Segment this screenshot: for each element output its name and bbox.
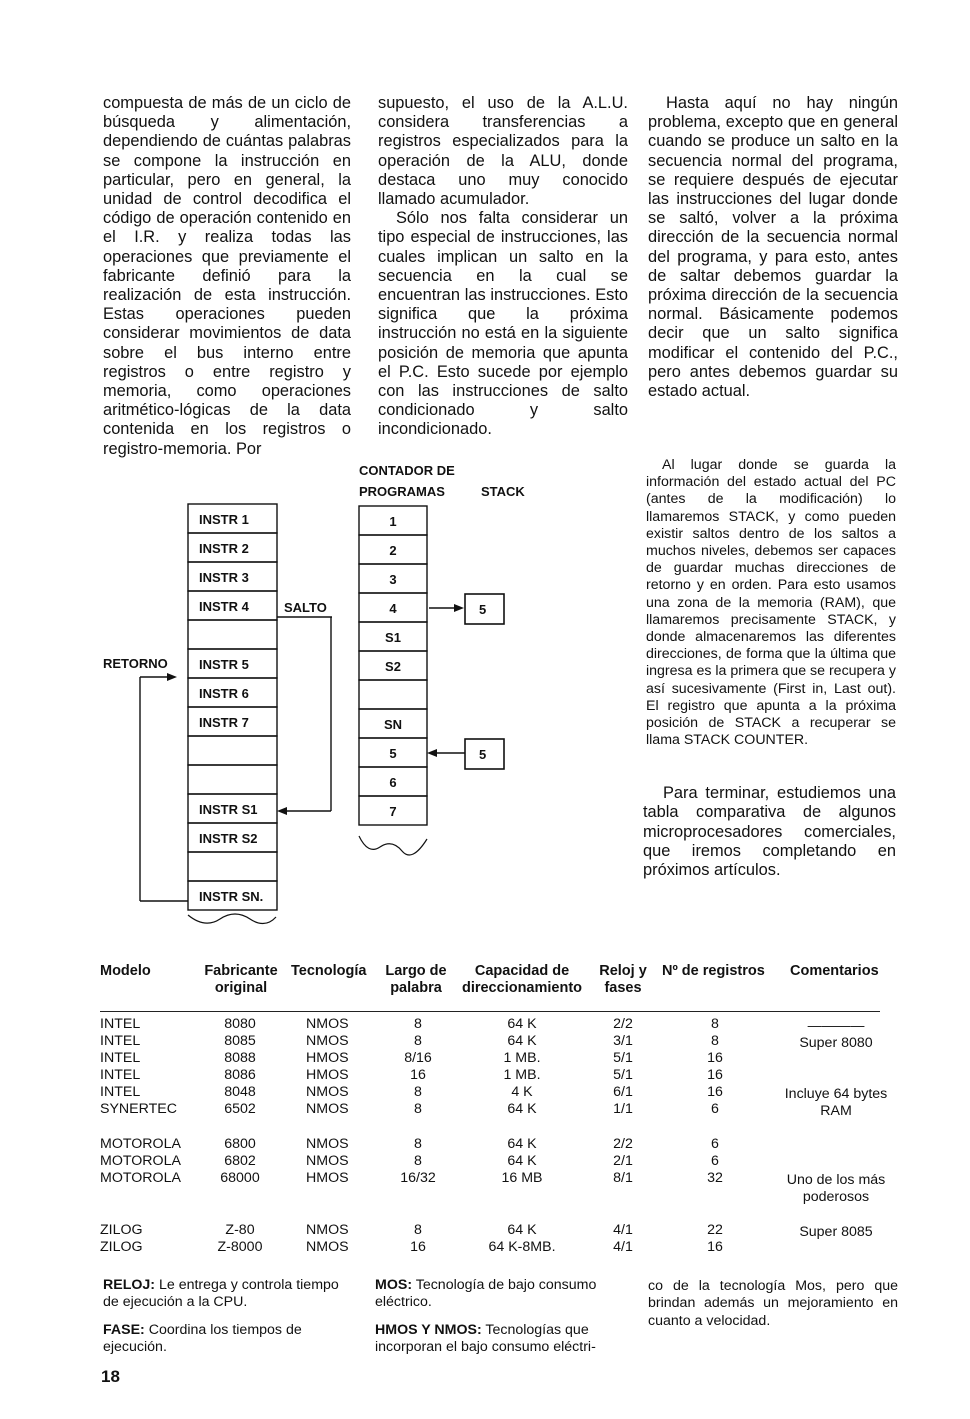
table-cell: 6 — [711, 1101, 719, 1117]
table-cell: 16 MB — [501, 1170, 543, 1186]
memory-cell-label: INSTR 6 — [199, 686, 249, 701]
pop-arrow-head — [427, 749, 437, 757]
table-cell: NMOS — [306, 1033, 349, 1049]
pc-label-line-1: CONTADOR DE — [359, 463, 455, 478]
footnote-fase-term: FASE: — [103, 1321, 145, 1338]
table-cell: 3/1 — [613, 1033, 633, 1049]
table-cell: 8088 — [224, 1050, 256, 1066]
closing-paragraph — [643, 784, 896, 880]
footnote-mos-text: Tecnología de bajo consumo eléctrico. — [375, 1277, 597, 1311]
table-cell: Z-80 — [225, 1222, 255, 1238]
table-cell: Incluye 64 bytes RAM — [784, 1086, 888, 1119]
memory-cell-label: INSTR 5 — [199, 657, 249, 672]
table-cell: 1 MB. — [503, 1050, 541, 1066]
memory-wavy-end — [188, 914, 276, 924]
memory-cell-label: INSTR S2 — [199, 831, 258, 846]
table-cell: 2/2 — [613, 1016, 633, 1032]
header-largo-line-1: Largo de — [385, 963, 447, 979]
table-cell: 8085 — [224, 1033, 256, 1049]
stack-diagram — [100, 455, 540, 940]
footnote-continuation: co de la tecnología Mos, pero que brindan además un mejoramiento en cuanto a velocidad. — [648, 1278, 898, 1329]
pc-cell-label: SN — [383, 717, 403, 732]
column-1-text: compuesta de más de un ciclo de búsqueda y alimentación, dependiendo de cuántas palabras se compone la instrucción en particular, pero en general, la unidad de control decodifica el código de operación contenido en el I.R. y realiza todas las operaciones que previamente el fabricante definió para la realización de esta instrucción. Estas operaciones pueden considerar movimientos de data sobre el bus interno entre registros o entre registro y memoria, como operaciones aritmético-lógicas de la data contenida en los registros o registro-memoria. Por — [103, 94, 351, 458]
pc-cell-label: 3 — [389, 572, 397, 587]
table-cell: 8 — [414, 1016, 422, 1032]
table-cell: 8 — [711, 1033, 719, 1049]
header-fabricante-line-2: original — [214, 980, 268, 996]
header-tecnologia: Tecnología — [291, 963, 367, 979]
stack-cell-2-value: 5 — [479, 747, 487, 762]
table-cell: 68000 — [220, 1170, 260, 1186]
table-cell: ———— — [807, 1018, 865, 1034]
memory-cell-label: INSTR 3 — [199, 570, 249, 585]
memory-cell-label: INSTR 4 — [199, 599, 249, 614]
body-column-2 — [378, 94, 628, 440]
retorno-label: RETORNO — [103, 656, 168, 671]
pc-cell-label: 5 — [389, 746, 397, 761]
table-cell: 8 — [414, 1084, 422, 1100]
pc-cell-label: 1 — [389, 514, 397, 529]
table-cell: 16 — [707, 1050, 723, 1066]
table-cell: 8080 — [224, 1016, 256, 1032]
header-registros: Nº de registros — [662, 963, 765, 979]
table-cell: ZILOG — [100, 1222, 143, 1238]
memory-cell — [188, 852, 277, 881]
table-cell: 2/1 — [613, 1153, 633, 1169]
retorno-arrow-head — [167, 673, 177, 681]
memory-cell-label: INSTR SN. — [199, 889, 264, 904]
table-cell: MOTOROLA — [100, 1170, 181, 1186]
table-cell: 4/1 — [613, 1239, 633, 1255]
column-2-paragraph-1: supuesto, el uso de la A.L.U. considera transferencias a registros especializados para la operación de la ALU, donde destaca uno muy conocido llamado acumulador. — [378, 94, 628, 209]
table-cell: HMOS — [306, 1170, 349, 1186]
footnote-fase-text: Coordina los tiempos de ejecución. — [103, 1321, 302, 1356]
table-cell: 6/1 — [613, 1084, 633, 1100]
table-cell: 16/32 — [400, 1170, 436, 1186]
table-cell: 8 — [711, 1016, 719, 1032]
pc-wavy-end — [359, 836, 427, 855]
footnote-hmos-text: Tecnologías que incorporan el bajo consumo eléctri- — [375, 1321, 596, 1356]
table-cell: 64 K — [507, 1153, 537, 1169]
table-cell: NMOS — [306, 1222, 349, 1238]
header-capacidad-line-1: Capacidad de — [474, 963, 570, 979]
table-cell: 64 K — [507, 1101, 537, 1117]
header-fabricante — [200, 963, 282, 997]
table-cell: 1/1 — [613, 1101, 633, 1117]
table-cell: 64 K — [507, 1016, 537, 1032]
header-capacidad — [452, 963, 592, 997]
table-cell: NMOS — [306, 1239, 349, 1255]
table-cell: INTEL — [100, 1084, 141, 1100]
table-cell: INTEL — [100, 1033, 141, 1049]
table-cell: 1 MB. — [503, 1067, 541, 1083]
pc-cell-label: 7 — [389, 804, 397, 819]
table-cell: SYNERTEC — [100, 1101, 177, 1117]
table-cell: INTEL — [100, 1050, 141, 1066]
table-cell: 6802 — [224, 1153, 256, 1169]
table-cell: NMOS — [306, 1153, 349, 1169]
table-cell: 16 — [707, 1067, 723, 1083]
table-cell: 5/1 — [613, 1050, 633, 1066]
table-cell: 22 — [707, 1222, 723, 1238]
header-largo — [381, 963, 451, 997]
footnote-hmos — [375, 1322, 625, 1357]
table-cell: 6800 — [224, 1136, 256, 1152]
page-number: 18 — [101, 1367, 120, 1386]
stack-label: STACK — [481, 484, 525, 499]
stack-diagram-svg — [100, 455, 540, 935]
memory-cell-label: INSTR 7 — [199, 715, 249, 730]
salto-arrow-head — [277, 807, 287, 815]
table-cell: NMOS — [306, 1016, 349, 1032]
table-cell: 16 — [707, 1084, 723, 1100]
table-cell: NMOS — [306, 1101, 349, 1117]
table-cell: INTEL — [100, 1016, 141, 1032]
pc-cell-label: 2 — [389, 543, 397, 558]
table-cell: 4/1 — [613, 1222, 633, 1238]
table-cell: 32 — [707, 1170, 723, 1186]
table-cell: 8 — [414, 1033, 422, 1049]
header-capacidad-line-2: direccionamiento — [461, 980, 583, 996]
header-comentarios: Comentarios — [790, 963, 879, 979]
header-modelo: Modelo — [100, 963, 151, 979]
pc-cell-label: 6 — [389, 775, 397, 790]
memory-cell-label: INSTR S1 — [199, 802, 258, 817]
body-column-1 — [103, 94, 351, 459]
table-cell: 6 — [711, 1136, 719, 1152]
footnote-reloj — [103, 1277, 348, 1312]
pc-cell-label: 4 — [389, 601, 397, 616]
pc-cell-label: S1 — [385, 630, 401, 645]
table-cell: 2/2 — [613, 1136, 633, 1152]
table-cell: 6 — [711, 1153, 719, 1169]
footnote-hmos-term: HMOS Y NMOS: — [375, 1321, 482, 1338]
stack-cell-1-value: 5 — [479, 602, 487, 617]
table-cell: Uno de los más poderosos — [786, 1172, 886, 1205]
column-2-paragraph-2: Sólo nos falta considerar un tipo especial de instrucciones, las cuales implican un salto en la secuencia en la cual se encuentran las instrucciones. Esto significa que la próxima instrucción no está en la siguiente posición de memoria que apunta el P.C. Esto sucede por ejemplo con las instrucciones de salto condicionado y salto incondicionado. — [378, 209, 628, 439]
header-reloj-line-2: fases — [604, 980, 642, 996]
stack-paragraph-text: Al lugar donde se guarda la información del estado actual del PC (antes de la modificación) lo llamaremos STACK, y como pueden existir saltos dentro de los saltos a muchos niveles, debemos ser capaces de guardar muchas direcciones de retorno y en orden. Para esto usamos una zona de la memoria (RAM), que llamaremos precisamente STACK, y donde almacenaremos las diferentes direcciones, de forma que la última que ingresa es la primera que se recupera y así sucesivamente (First in, Last out). El registro que apunta a la próxima posición de STACK a recuperar se llama STACK COUNTER. — [646, 457, 896, 749]
header-rule — [100, 1011, 880, 1012]
table-cell: 8/1 — [613, 1170, 633, 1186]
table-cell: Super 8085 — [799, 1224, 873, 1240]
body-column-3 — [648, 94, 898, 401]
memory-cell-label: INSTR 1 — [199, 512, 249, 527]
table-cell: 4 K — [511, 1084, 533, 1100]
table-cell: ZILOG — [100, 1239, 143, 1255]
table-cell: 64 K — [507, 1222, 537, 1238]
table-cell: 8 — [414, 1153, 422, 1169]
header-fabricante-line-1: Fabricante — [204, 963, 278, 979]
footnotes-column-1 — [103, 1277, 348, 1367]
table-cell: 8 — [414, 1222, 422, 1238]
stack-paragraph — [646, 457, 896, 749]
table-cell: 8 — [414, 1136, 422, 1152]
table-cell: 8048 — [224, 1084, 256, 1100]
header-reloj-line-1: Reloj y — [599, 963, 647, 979]
memory-cell — [188, 765, 277, 794]
table-cell: 8/16 — [404, 1050, 432, 1066]
table-cell: HMOS — [306, 1050, 349, 1066]
table-cell: 5/1 — [613, 1067, 633, 1083]
header-reloj — [596, 963, 650, 997]
closing-paragraph-text: Para terminar, estudiemos una tabla comparativa de algunos microprocesadores comerciales, que iremos completando en próximos artículos. — [643, 784, 896, 880]
pc-label-line-2: PROGRAMAS — [359, 484, 445, 499]
table-cell: Super 8080 — [799, 1035, 873, 1051]
table-cell: INTEL — [100, 1067, 141, 1083]
header-largo-line-2: palabra — [390, 980, 442, 996]
table-cell: Z-8000 — [217, 1239, 263, 1255]
table-cell: HMOS — [306, 1067, 349, 1083]
footnotes-column-2 — [375, 1277, 625, 1367]
table-cell: NMOS — [306, 1084, 349, 1100]
table-cell: 64 K — [507, 1136, 537, 1152]
table-cell: 64 K-8MB. — [488, 1239, 556, 1255]
salto-label: SALTO — [284, 600, 327, 615]
memory-cell-label: INSTR 2 — [199, 541, 249, 556]
table-cell: NMOS — [306, 1136, 349, 1152]
footnote-reloj-text: Le entrega y controla tiempo de ejecución a la CPU. — [103, 1277, 339, 1311]
table-cell: MOTOROLA — [100, 1153, 181, 1169]
pc-cell-label: S2 — [385, 659, 401, 674]
footnotes-column-3 — [648, 1278, 898, 1340]
footnote-fase — [103, 1322, 348, 1357]
memory-column — [188, 504, 277, 910]
table-cell: 16 — [707, 1239, 723, 1255]
table-cell: MOTOROLA — [100, 1136, 181, 1152]
memory-cell — [188, 620, 277, 649]
table-cell: 16 — [410, 1067, 426, 1083]
table-cell: 8 — [414, 1101, 422, 1117]
footnote-reloj-term: RELOJ: — [103, 1277, 156, 1293]
table-cell: 6502 — [224, 1101, 256, 1117]
column-3-text: Hasta aquí no hay ningún problema, excepto que en general cuando se produce un salto en la secuencia normal del programa, se requiere después de ejecutar las instrucciones del lugar donde se saltó, volver a la próxima dirección de la secuencia normal del programa, y para esto, antes de saltar debemos guardar la próxima dirección de la secuencia normal. Básicamente podemos decir que un salto significa modificar el contenido del P.C., pero antes debemos guardar su estado actual. — [648, 94, 898, 401]
program-counter-column — [359, 506, 427, 825]
table-cell: 8086 — [224, 1067, 256, 1083]
footnote-mos — [375, 1277, 625, 1312]
memory-cell — [188, 736, 277, 765]
push-arrow-head — [454, 604, 464, 612]
table-cell: 64 K — [507, 1033, 537, 1049]
pc-cell — [359, 680, 427, 709]
table-cell: 16 — [410, 1239, 426, 1255]
footnote-mos-term: MOS: — [375, 1277, 413, 1293]
